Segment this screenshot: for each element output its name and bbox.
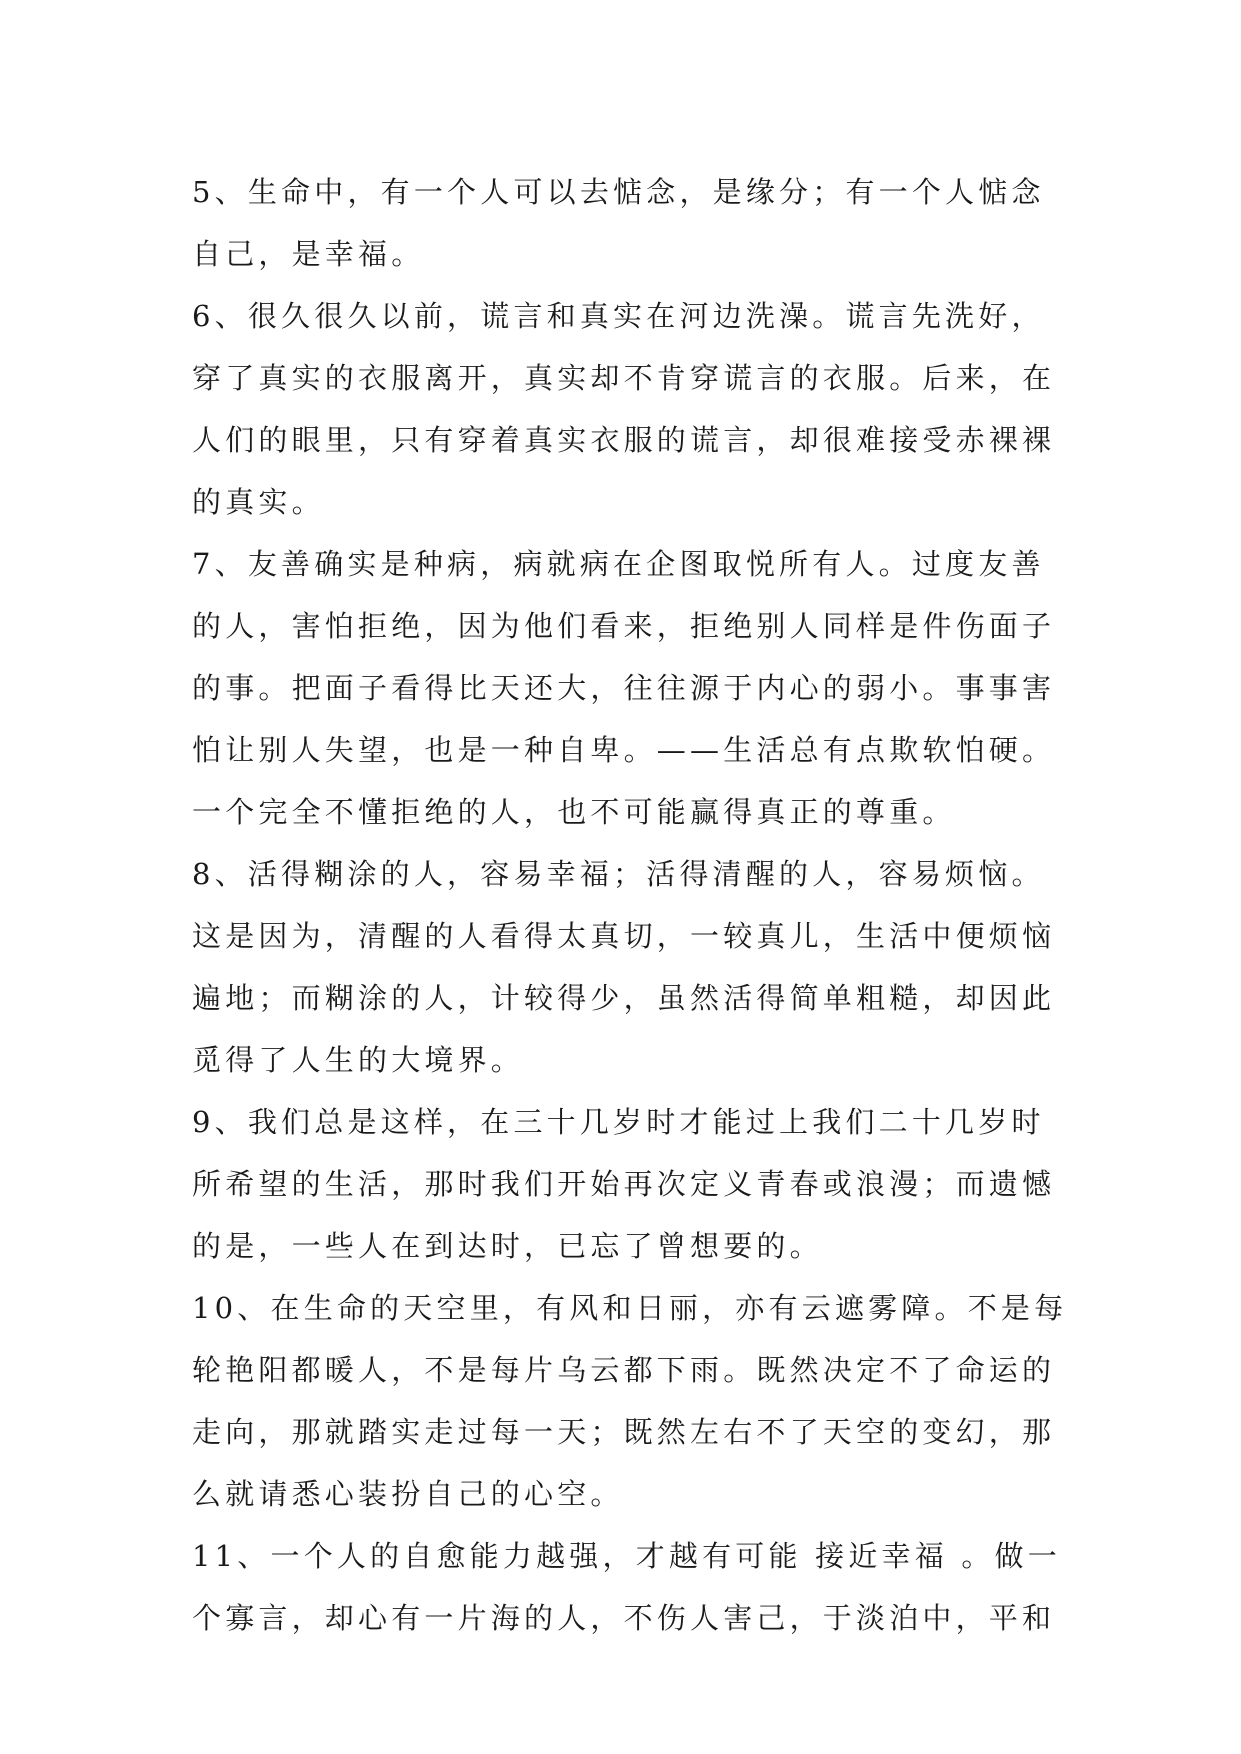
text-line: 的真实。 [192, 485, 325, 519]
text-line: 怕让别人失望，也是一种自卑。——生活总有点欺软怕硬。 [192, 733, 1056, 767]
paragraph-5 [192, 161, 1072, 285]
text-line: 个寡言，却心有一片海的人，不伤人害己，于淡泊中，平和 [192, 1601, 1056, 1635]
text-line: 的事。把面子看得比天还大，往往源于内心的弱小。事事害 [192, 671, 1056, 705]
text-line: 7、友善确实是种病，病就病在企图取悦所有人。过度友善 [192, 547, 1045, 581]
paragraph-9 [192, 1091, 1072, 1277]
text-line: 8、活得糊涂的人，容易幸福；活得清醒的人，容易烦恼。 [192, 857, 1045, 891]
text-line: 11、一个人的自愈能力越强，才越有可能 接近幸福 。做一 [192, 1539, 1061, 1573]
text-line: 穿了真实的衣服离开，真实却不肯穿谎言的衣服。后来，在 [192, 361, 1056, 395]
paragraph-6 [192, 285, 1072, 533]
paragraph-11 [192, 1525, 1072, 1649]
paragraph-7 [192, 533, 1072, 843]
text-line: 遍地；而糊涂的人，计较得少，虽然活得简单粗糙，却因此 [192, 981, 1056, 1015]
text-line: 的是，一些人在到达时，已忘了曾想要的。 [192, 1229, 823, 1263]
text-line: 人们的眼里，只有穿着真实衣服的谎言，却很难接受赤裸裸 [192, 423, 1056, 457]
text-line: 轮艳阳都暖人，不是每片乌云都下雨。既然决定不了命运的 [192, 1353, 1056, 1387]
paragraph-8 [192, 843, 1072, 1091]
text-line: 6、很久很久以前，谎言和真实在河边洗澡。谎言先洗好， [192, 299, 1045, 333]
text-line: 自己，是幸福。 [192, 237, 425, 271]
text-line: 所希望的生活，那时我们开始再次定义青春或浪漫；而遗憾 [192, 1167, 1056, 1201]
text-line: 9、我们总是这样，在三十几岁时才能过上我们二十几岁时 [192, 1105, 1045, 1139]
paragraph-10 [192, 1277, 1072, 1525]
document-body [192, 161, 1072, 1649]
text-line: 一个完全不懂拒绝的人，也不可能赢得真正的尊重。 [192, 795, 956, 829]
text-line: 5、生命中，有一个人可以去惦念，是缘分；有一个人惦念 [192, 175, 1045, 209]
text-line: 么就请悉心装扮自己的心空。 [192, 1477, 624, 1511]
text-line: 的人，害怕拒绝，因为他们看来，拒绝别人同样是件伤面子 [192, 609, 1056, 643]
text-line: 觅得了人生的大境界。 [192, 1043, 525, 1077]
text-line: 这是因为，清醒的人看得太真切，一较真儿，生活中便烦恼 [192, 919, 1056, 953]
text-line: 走向，那就踏实走过每一天；既然左右不了天空的变幻，那 [192, 1415, 1056, 1449]
text-line: 10、在生命的天空里，有风和日丽，亦有云遮雾障。不是每 [192, 1291, 1068, 1325]
